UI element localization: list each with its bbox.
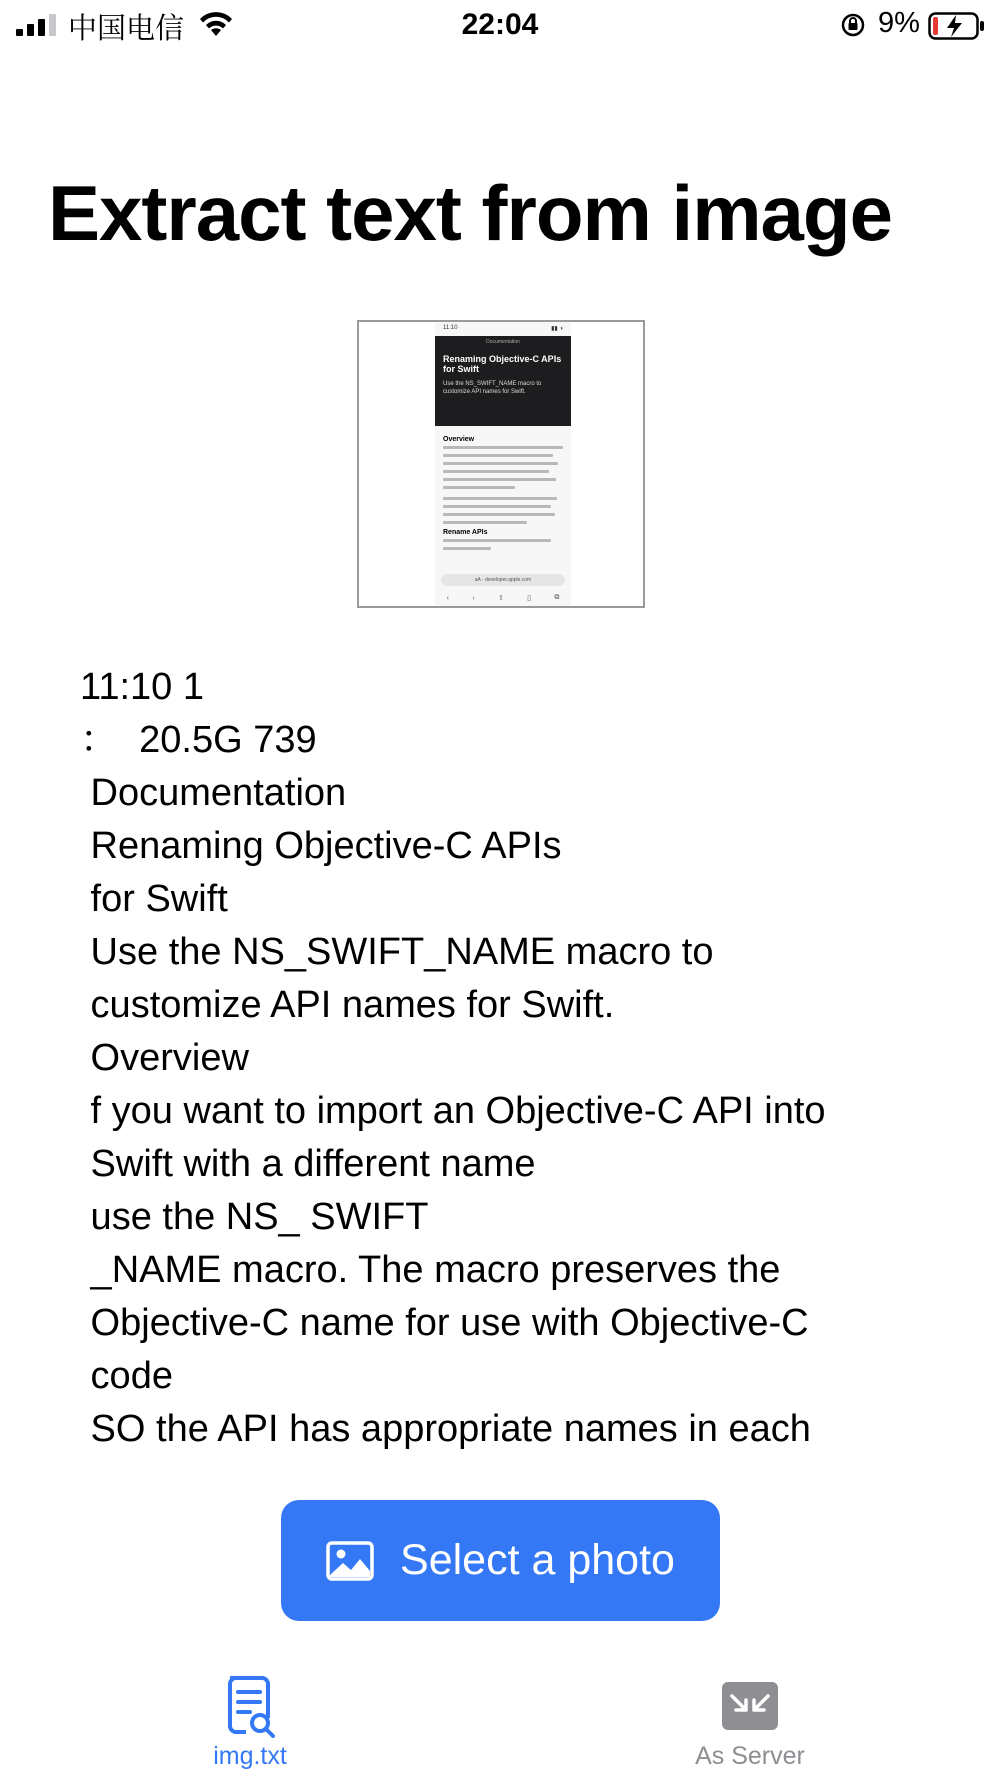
preview-body — [443, 432, 563, 555]
text-line: Documentation — [80, 772, 347, 814]
selected-image-preview — [357, 320, 645, 608]
preview-toolbar: ‹ › ⇧ ▯ ⧉ — [446, 594, 560, 602]
tab-img-txt[interactable] — [150, 1674, 350, 1778]
page-title: Extract text from image — [48, 169, 892, 257]
text-line: Swift with a different name — [80, 1143, 536, 1185]
preview-section-overview: Overview — [443, 436, 475, 443]
battery-percentage: 9% — [878, 7, 920, 39]
status-time: 22:04 — [461, 8, 539, 41]
text-line: ： 20.5G 739 — [80, 719, 317, 761]
text-line: Objective-C name for use with Objective-C — [80, 1302, 809, 1344]
preview-screenshot — [435, 322, 571, 606]
select-photo-label: Select a photo — [400, 1536, 675, 1584]
tab-bar — [0, 1660, 1000, 1778]
text-line: Overview — [80, 1037, 249, 1079]
carrier-name: 中国电信 — [68, 11, 185, 45]
preview-doc-label: Documentation — [486, 339, 520, 345]
tab-img-txt-label: img.txt — [213, 1742, 287, 1770]
text-line: use the NS_ SWIFT — [80, 1196, 429, 1238]
preview-status-time: 11:10 — [443, 325, 458, 331]
preview-status-icons: ▮▮ ◑ — [551, 326, 563, 332]
text-line: SO the API has appropriate names in each — [80, 1408, 811, 1450]
text-line: Renaming Objective-C APIs — [80, 825, 562, 867]
text-line: customize API names for Swift. — [80, 984, 615, 1026]
preview-header — [435, 336, 571, 426]
text-line: for Swift — [80, 878, 228, 920]
arrows-collapse-icon — [722, 1674, 778, 1738]
text-line: _NAME macro. The macro preserves the — [80, 1249, 781, 1291]
status-bar — [0, 0, 1000, 52]
extracted-text[interactable] — [80, 661, 940, 1473]
text-line: code — [80, 1355, 173, 1397]
orientation-lock-icon — [840, 12, 866, 38]
text-line: Use the NS_SWIFT_NAME macro to — [80, 931, 714, 973]
preview-url-bar: aA · developer.apple.com — [441, 574, 565, 586]
preview-heading: Renaming Objective-C APIs for Swift — [443, 354, 562, 374]
text-line: f you want to import an Objective-C API into — [80, 1090, 826, 1132]
preview-subheading: Use the NS_SWIFT_NAME macro to customize API names for Swift. — [443, 381, 542, 395]
preview-section-rename: Rename APIs — [443, 529, 488, 536]
battery-charging-icon — [928, 12, 986, 40]
photo-icon — [326, 1541, 374, 1581]
select-photo-button[interactable] — [281, 1500, 720, 1621]
text-line: 11:10 1 — [80, 666, 204, 708]
tab-as-server[interactable] — [650, 1674, 850, 1778]
document-search-icon — [222, 1674, 278, 1738]
tab-as-server-label: As Server — [695, 1742, 805, 1770]
